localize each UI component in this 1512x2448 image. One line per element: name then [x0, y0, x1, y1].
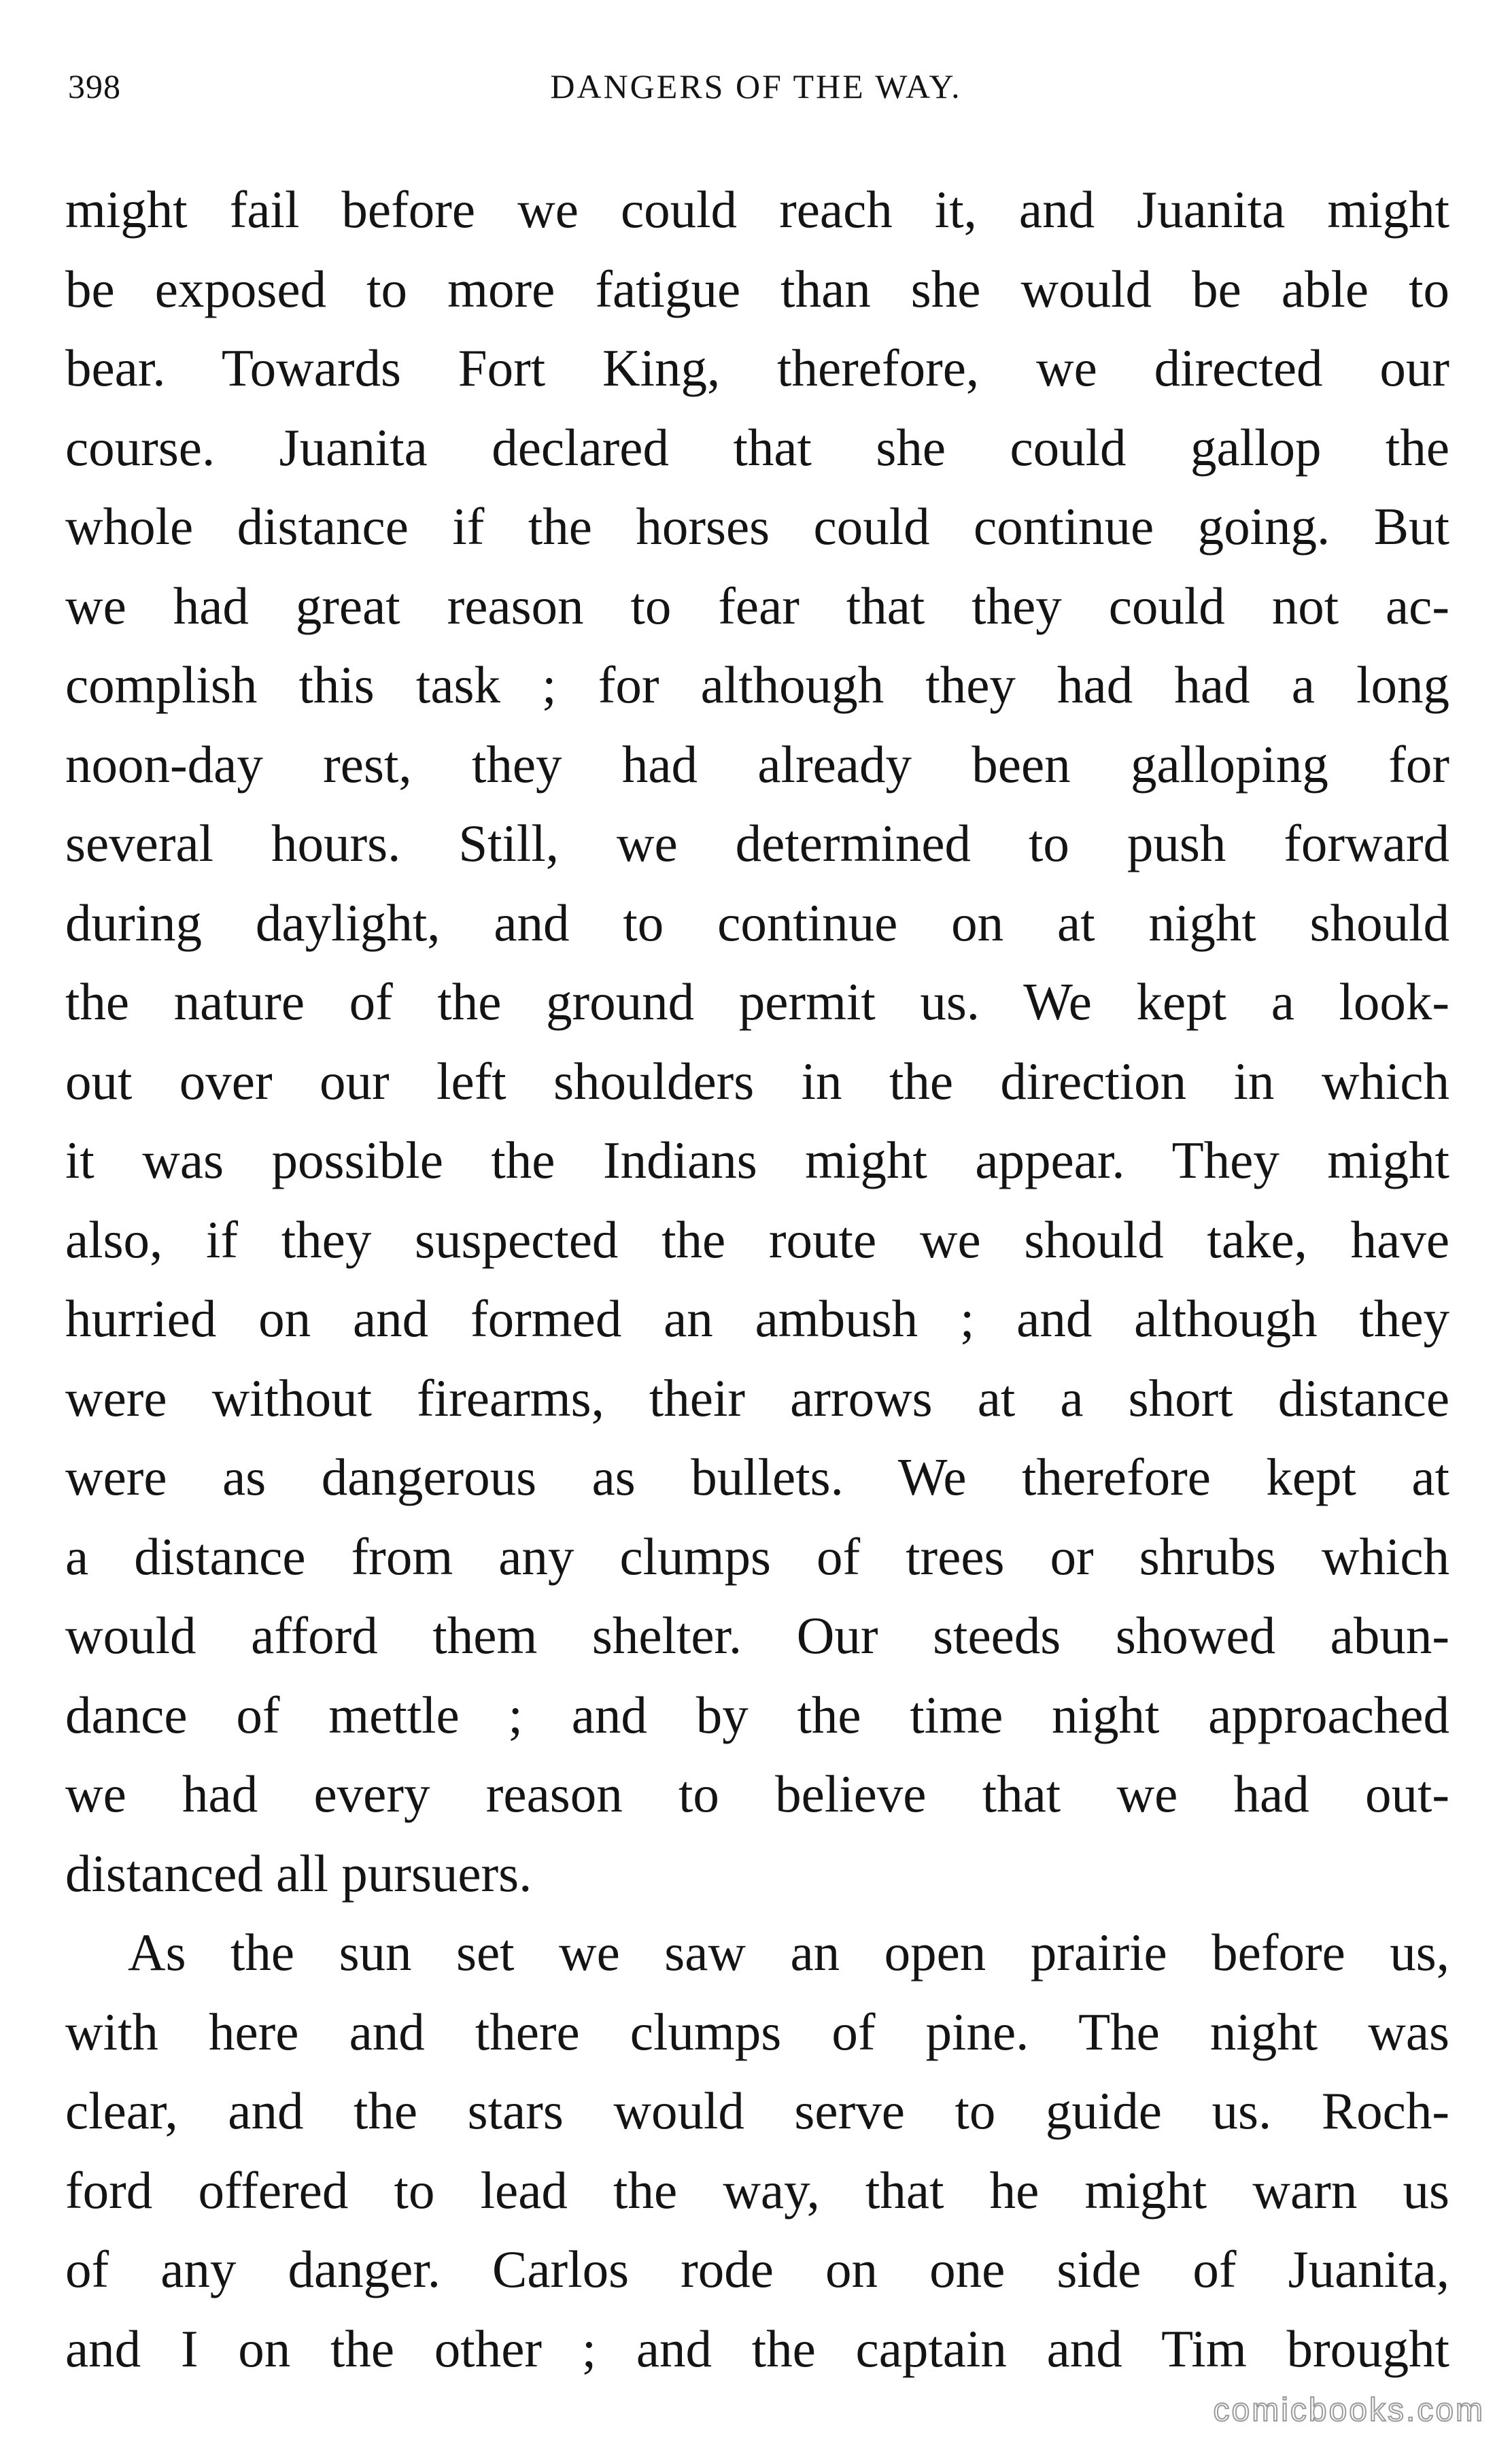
text-line: hurried on and formed an ambush ; and although they [65, 1289, 1449, 1348]
text-line: clear, and the stars would serve to guide us. Roch- [65, 2081, 1449, 2140]
text-line: noon-day rest, they had already been galloping for [65, 734, 1449, 794]
text-line: several hours. Still, we determined to push forward [65, 814, 1449, 872]
body-text [65, 170, 1449, 2388]
text-line: out over our left shoulders in the direction in which [65, 1051, 1449, 1110]
text-line: complish this task ; for although they had had a long [65, 656, 1449, 714]
watermark-logo: comicbooks.com [1213, 2392, 1485, 2428]
text-line: whole distance if the horses could continue going. But [65, 497, 1449, 556]
running-title: DANGERS OF THE WAY. [550, 67, 962, 105]
text-line: the nature of the ground permit us. We kept a look- [65, 972, 1449, 1031]
text-line: also, if they suspected the route we should take, have [65, 1210, 1449, 1269]
text-line: of any danger. Carlos rode on one side of Juanita, [65, 2240, 1449, 2298]
text-line: dance of mettle ; and by the time night approached [65, 1685, 1449, 1744]
text-line: were as dangerous as bullets. We therefore kept at [65, 1448, 1449, 1506]
text-line: we had every reason to believe that we had out- [65, 1765, 1449, 1823]
text-line: might fail before we could reach it, and Juanita might [65, 180, 1449, 239]
text-line: a distance from any clumps of trees or shrubs which [65, 1527, 1449, 1586]
text-line: As the sun set we saw an open prairie before us, [128, 1923, 1449, 1982]
text-line: ford offered to lead the way, that he might warn us [65, 2160, 1449, 2220]
text-line: during daylight, and to continue on at night should [65, 893, 1449, 952]
text-line: be exposed to more fatigue than she would be able to [65, 259, 1449, 318]
text-line: were without firearms, their arrows at a short distance [65, 1368, 1449, 1427]
text-line: bear. Towards Fort King, therefore, we directed our [65, 339, 1449, 397]
running-head [68, 63, 1444, 110]
text-line: course. Juanita declared that she could gallop the [65, 418, 1449, 477]
page-number: 398 [68, 67, 121, 105]
text-line: and I on the other ; and the captain and Tim brought [65, 2319, 1449, 2378]
text-line: it was possible the Indians might appear. They might [65, 1131, 1449, 1189]
text-line: distanced all pursuers. [65, 1843, 532, 1903]
text-line: with here and there clumps of pine. The night was [65, 2002, 1449, 2061]
text-line: we had great reason to fear that they could not ac- [65, 576, 1449, 635]
text-line: would afford them shelter. Our steeds showed abun- [65, 1606, 1449, 1665]
